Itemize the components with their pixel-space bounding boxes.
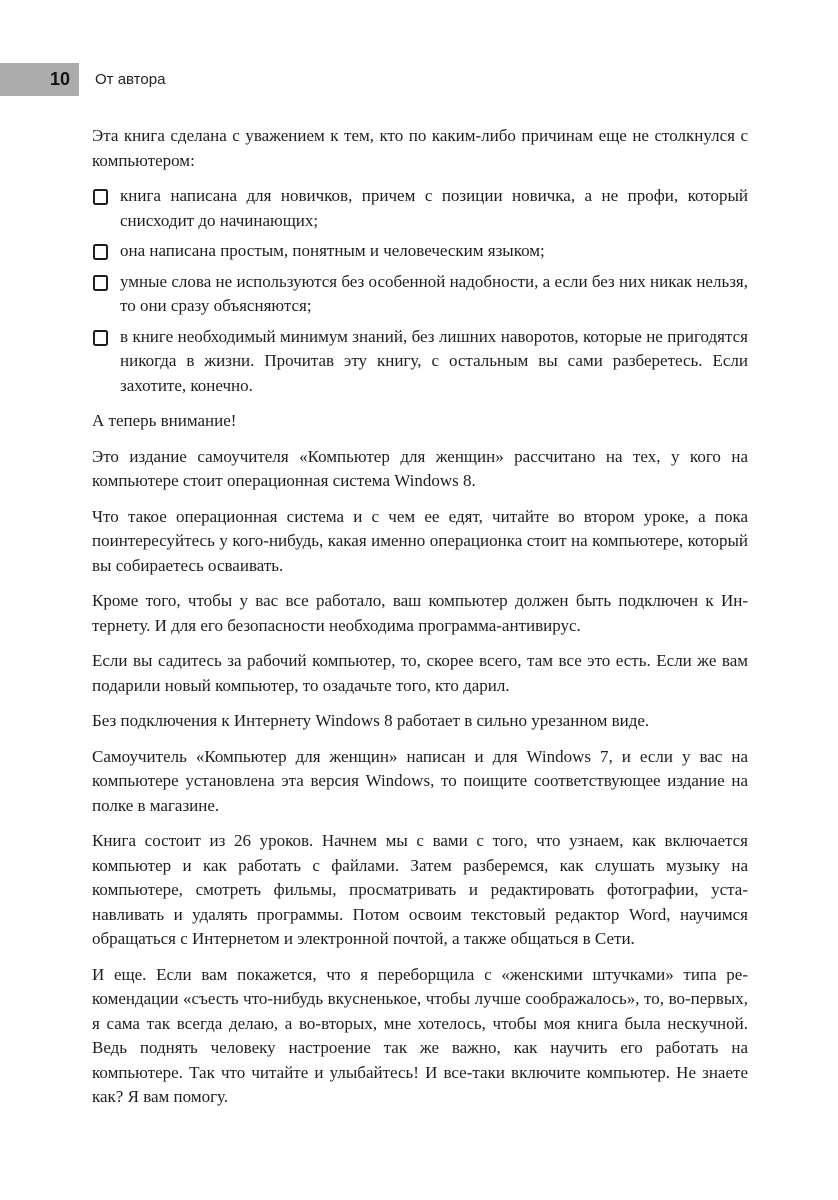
bullet-item-text: умные слова не используются без особенной надобности, а если без них никак нельзя, то они сразу объясняются;: [120, 271, 748, 315]
bullet-item-2: [92, 239, 748, 264]
paragraph-intro: Эта книга сделана с уважением к тем, кто по каким-либо причинам еще не столкнулся с компьютером:: [92, 126, 748, 170]
bullet-item-text: в книге необходимый минимум знаний, без лишних наворотов, которые не пригодятся никогда в жизни. Прочитав эту книгу, с остальным вы сами разберетесь. Если захотите, конечно.: [120, 326, 748, 395]
checkbox-bullet-icon: [93, 244, 108, 260]
bullet-item-text: она написана простым, понятным и человеческим языком;: [120, 241, 545, 260]
page-number-bar: [0, 63, 79, 96]
bullet-list: [92, 184, 748, 398]
page-number: 10: [49, 69, 70, 89]
paragraph-9: И еще. Если вам покажется, что я переборщила с «женскими штучками» типа рекомендации «съесть что-нибудь вкусненькое, чтобы лучше соображалось», то, во-первых, я сама так всегда делаю, а во-вторых, мне хотелось, чтобы моя книга была нескучной. Ведь поднять человеку настроение так же важно, как научить его работать на компьютере. Так что читайте и улыбайтесь! И все-таки включите компьютер. Не знаете как? Я вам помогу.: [92, 964, 748, 1106]
running-header-title: От автора: [95, 71, 166, 88]
bullet-item-4: [92, 325, 748, 399]
bullet-item-text: книга написана для новичков, причем с позиции новичка, а не профи, который снисходит до начинающих;: [120, 186, 748, 230]
paragraph-6: Без подключения к Интернету Windows 8 работает в сильно урезанном виде.: [92, 711, 650, 730]
checkbox-bullet-icon: [93, 330, 108, 346]
paragraph-1: А теперь внимание!: [92, 411, 237, 430]
paragraph-2: Это издание самоучителя «Компьютер для женщин» рассчитано на тех, у кого на компьютере стоит операционная система Windows 8.: [92, 446, 748, 490]
checkbox-bullet-icon: [93, 189, 108, 205]
paragraph-4: Кроме того, чтобы у вас все работало, ваш компьютер должен быть подключен к Интернету. И для его безопасности необходима программа-антивирус.: [92, 591, 748, 635]
page-content: [92, 124, 748, 1121]
paragraph-8: Книга состоит из 26 уроков. Начнем мы с вами с того, что узнаем, как включается компьютер и как работать с файлами. Затем разберемся, как слушать музыку на компьютере, смотреть фильмы, просматривать и редактировать фотографии, устанавливать и удалять программы. Потом освоим текстовый редактор Word, научимся обращаться с Интернетом и электронной почтой, а также общаться в Сети.: [92, 831, 748, 948]
paragraph-3: Что такое операционная система и с чем ее едят, читайте во втором уроке, а пока поинтересуйтесь у кого-нибудь, какая именно операционка стоит на компьютере, который вы собираетесь осваивать.: [92, 506, 748, 575]
bullet-item-3: [92, 270, 748, 319]
paragraph-7: Самоучитель «Компьютер для женщин» написан и для Windows 7, и если у вас на компьютере установлена эта версия Windows, то поищите соответствующее издание на полке в магазине.: [92, 746, 748, 815]
paragraph-5: Если вы садитесь за рабочий компьютер, то, скорее всего, там все это есть. Если же вам подарили новый компьютер, то озадачьте того, кто дарил.: [92, 651, 748, 695]
bullet-item-1: [92, 184, 748, 233]
checkbox-bullet-icon: [93, 275, 108, 291]
